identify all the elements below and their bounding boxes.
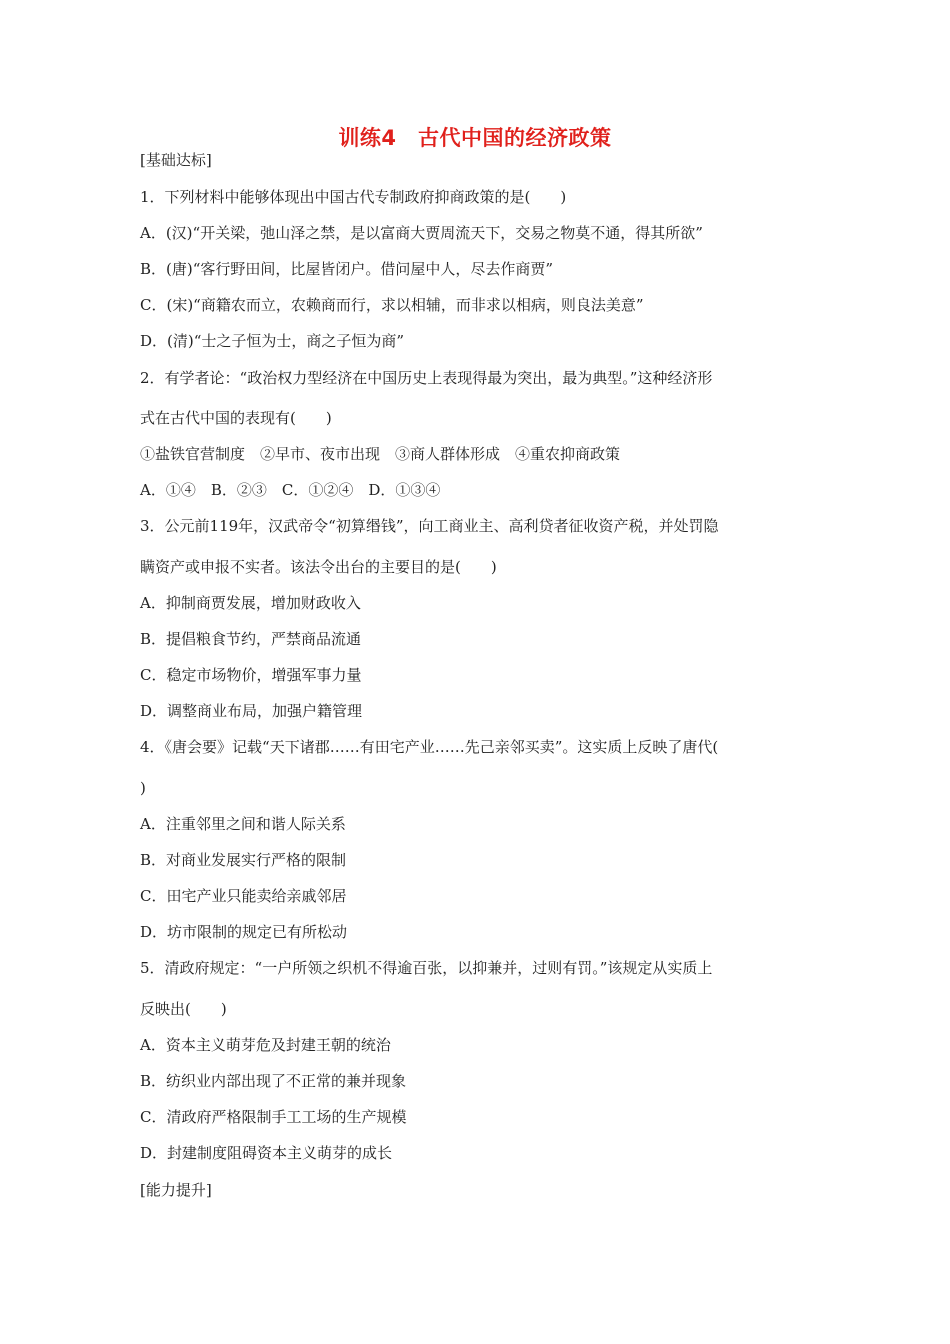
section-heading-advanced: [能力提升] [140,1181,212,1199]
question-4-option-d: D．坊市限制的规定已有所松动 [140,923,348,941]
question-5-option-c: C．清政府严格限制手工工场的生产规模 [140,1108,407,1126]
question-2-stem-line-1: 2．有学者论：“政治权力型经济在中国历史上表现得最为突出，最为典型。”这种经济形 [140,369,713,387]
question-3-option-c: C．稳定市场物价，增强军事力量 [140,666,362,684]
question-4-stem-line-1: 4．《唐会要》记载“天下诸郡……有田宅产业……先己亲邻买卖”。这实质上反映了唐代( [140,738,719,756]
question-2-options: A．①④ B．②③ C．①②④ D．①③④ [140,481,441,499]
question-1-option-b: B．(唐)“客行野田间，比屋皆闭户。借问屋中人，尽去作商贾” [140,260,554,278]
question-1-option-c: C．(宋)“商籍农而立，农赖商而行，求以相辅，而非求以相病，则良法美意” [140,296,644,314]
question-4-option-c: C．田宅产业只能卖给亲戚邻居 [140,887,347,905]
question-5-option-d: D．封建制度阻碍资本主义萌芽的成长 [140,1144,393,1162]
question-3-option-d: D．调整商业布局，加强户籍管理 [140,702,363,720]
question-4-option-a: A．注重邻里之间和谐人际关系 [140,815,346,833]
question-5-option-a: A．资本主义萌芽危及封建王朝的统治 [140,1036,391,1054]
question-3-stem-line-2: 瞒资产或申报不实者。该法令出台的主要目的是( ) [140,558,497,576]
question-3-option-b: B．提倡粮食节约，严禁商品流通 [140,630,362,648]
question-1-stem: 1．下列材料中能够体现出中国古代专制政府抑商政策的是( ) [140,188,567,206]
section-heading-basic: [基础达标] [140,151,212,169]
question-5-option-b: B．纺织业内部出现了不正常的兼并现象 [140,1072,407,1090]
question-2-statements: ①盐铁官营制度 ②早市、夜市出现 ③商人群体形成 ④重农抑商政策 [140,445,621,463]
question-5-stem-line-2: 反映出( ) [140,1000,227,1018]
page-title: 训练4 古代中国的经济政策 [338,126,612,150]
question-2-stem-line-2: 式在古代中国的表现有( ) [140,409,332,427]
question-4-stem-line-2: ) [140,779,146,797]
question-4-option-b: B．对商业发展实行严格的限制 [140,851,347,869]
question-3-stem-line-1: 3．公元前119年，汉武帝令“初算缗钱”，向工商业主、高利贷者征收资产税，并处罚隐 [140,517,719,535]
question-1-option-d: D．(清)“士之子恒为士，商之子恒为商” [140,332,405,350]
question-1-option-a: A．(汉)“开关梁，弛山泽之禁，是以富商大贾周流天下，交易之物莫不通，得其所欲” [140,224,703,242]
question-3-option-a: A．抑制商贾发展，增加财政收入 [140,594,361,612]
question-5-stem-line-1: 5．清政府规定：“一户所领之织机不得逾百张，以抑兼并，过则有罚。”该规定从实质上 [140,959,713,977]
